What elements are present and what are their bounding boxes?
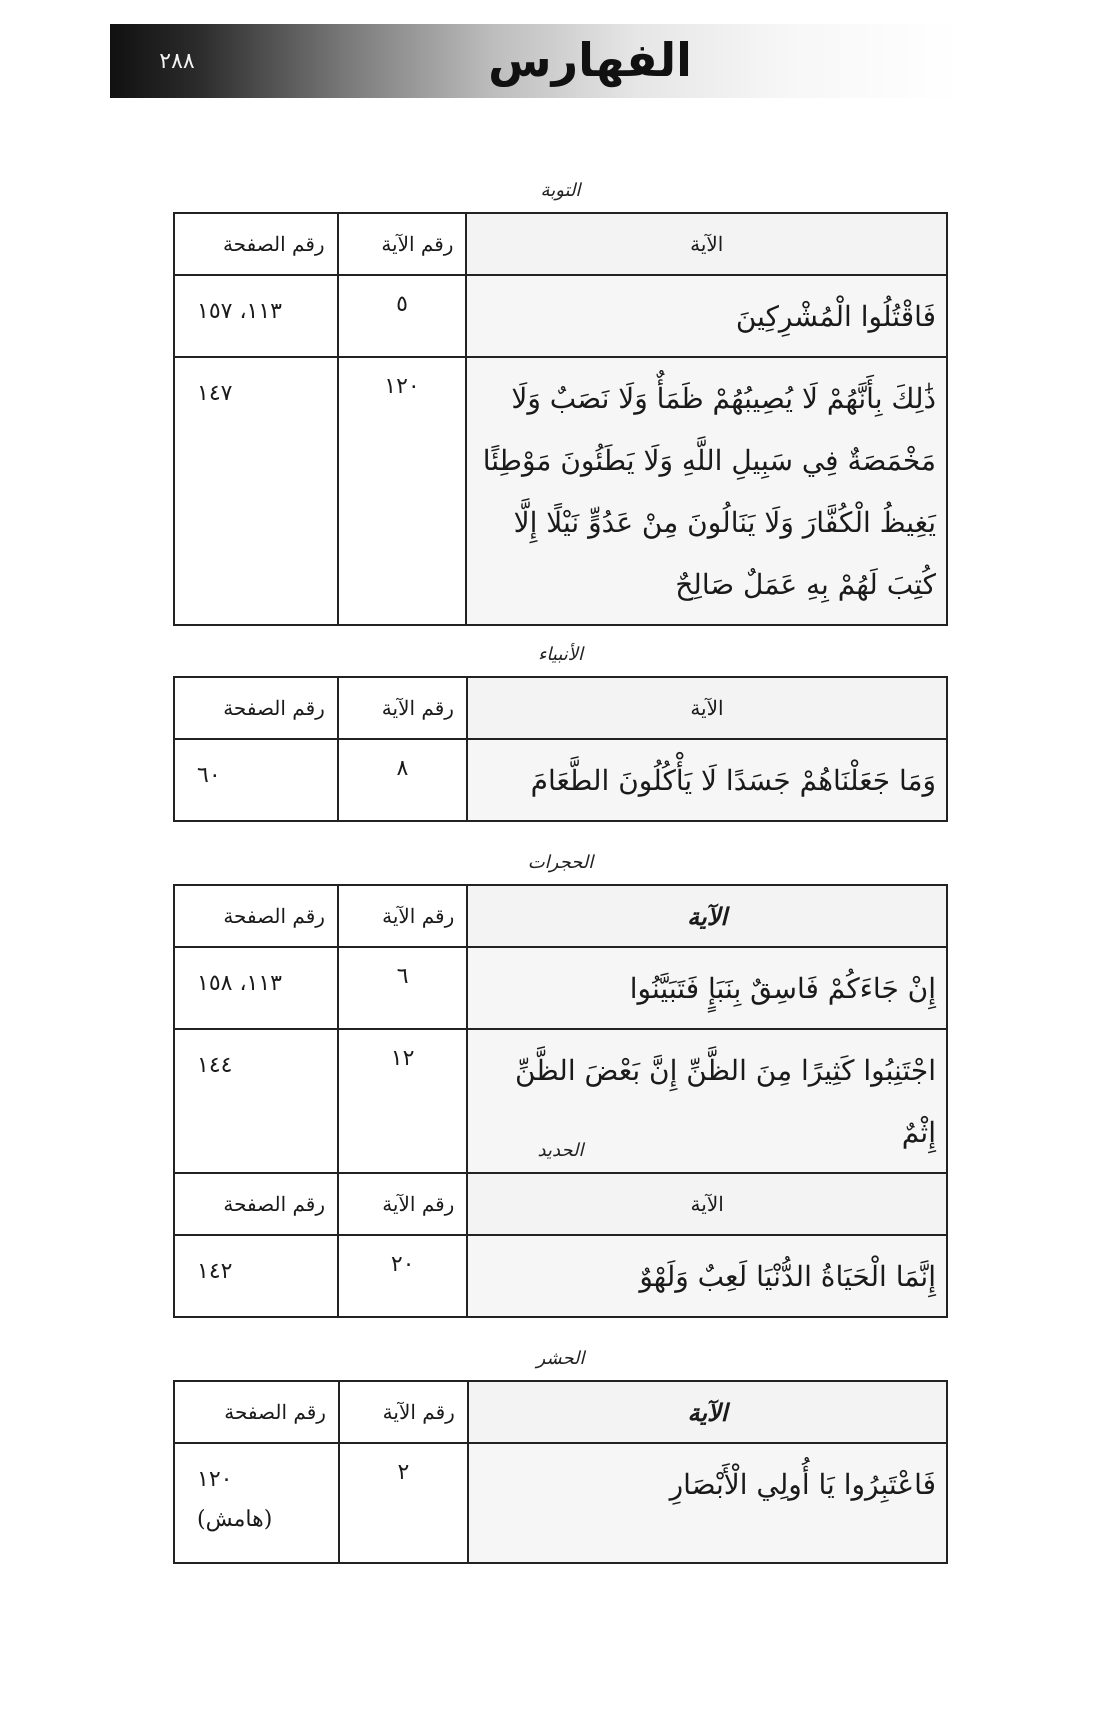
page-refs: ١٤٢	[174, 1235, 338, 1317]
verse-number: ٦	[338, 947, 467, 1029]
column-header-verse: الآية	[467, 677, 947, 739]
verse-text: إِنَّمَا الْحَيَاةُ الدُّنْيَا لَعِبٌ وَلَهْوٌ	[467, 1235, 947, 1317]
verse-number: ٢٠	[338, 1235, 467, 1317]
surah-title-hadid: الحديد	[537, 1140, 584, 1161]
table-header-row	[174, 677, 947, 739]
index-table-tawbah	[173, 212, 948, 626]
verse-text: اجْتَنِبُوا كَثِيرًا مِنَ الظَّنِّ إِنَّ بَعْضَ الظَّنِّ إِثْمٌ	[467, 1029, 947, 1173]
column-header-verse: الآية	[467, 1173, 947, 1235]
surah-title-tawbah: التوبة	[540, 180, 581, 201]
column-header-verse: الآية	[466, 213, 947, 275]
table-row	[174, 739, 947, 821]
table-header-row	[174, 1173, 947, 1235]
column-header-verse-number: رقم الآية	[338, 213, 467, 275]
page-refs: ١٤٧	[174, 357, 338, 625]
verse-number: ١٢	[338, 1029, 467, 1173]
index-table-hashr	[173, 1380, 948, 1564]
verse-text: إِنْ جَاءَكُمْ فَاسِقٌ بِنَبَإٍ فَتَبَيَّنُوا	[467, 947, 947, 1029]
page-refs: ١١٣، ١٥٨	[174, 947, 338, 1029]
index-table-hadid	[173, 1172, 948, 1318]
table-header-row	[174, 1381, 947, 1443]
index-table-hujurat	[173, 884, 948, 1174]
verse-number: ٥	[338, 275, 467, 357]
surah-title-hashr: الحشر	[536, 1348, 585, 1369]
verse-number: ٢	[339, 1443, 468, 1563]
page-refs: ١١٣، ١٥٧	[174, 275, 338, 357]
running-title: الفهارس	[488, 33, 692, 87]
table-header-row	[174, 885, 947, 947]
verse-text: فَاقْتُلُوا الْمُشْرِكِينَ	[466, 275, 947, 357]
column-header-verse-number: رقم الآية	[339, 1381, 468, 1443]
page-refs-cell	[174, 1443, 339, 1563]
column-header-verse-number: رقم الآية	[338, 1173, 467, 1235]
column-header-verse: الآية	[467, 885, 947, 947]
verse-text: وَمَا جَعَلْنَاهُمْ جَسَدًا لَا يَأْكُلُونَ الطَّعَامَ	[467, 739, 947, 821]
page-refs: ٦٠	[174, 739, 338, 821]
column-header-verse: الآية	[468, 1381, 947, 1443]
index-table-anbiya	[173, 676, 948, 822]
footnote-label: (هامش)	[197, 1507, 273, 1532]
page-number: ٢٨٨	[159, 49, 195, 74]
table-row	[174, 357, 947, 625]
column-header-page-number: رقم الصفحة	[174, 213, 338, 275]
column-header-verse-number: رقم الآية	[338, 677, 467, 739]
column-header-page-number: رقم الصفحة	[174, 1381, 339, 1443]
surah-title-anbiya: الأنبياء	[537, 644, 584, 665]
column-header-page-number: رقم الصفحة	[174, 885, 338, 947]
column-header-verse-number: رقم الآية	[338, 885, 467, 947]
verse-number: ١٢٠	[338, 357, 467, 625]
page-refs: ١٤٤	[174, 1029, 338, 1173]
table-row	[174, 1235, 947, 1317]
surah-title-hujurat: الحجرات	[527, 852, 594, 873]
table-row	[174, 275, 947, 357]
table-header-row	[174, 213, 947, 275]
column-header-page-number: رقم الصفحة	[174, 1173, 338, 1235]
table-row	[174, 947, 947, 1029]
column-header-page-number: رقم الصفحة	[174, 677, 338, 739]
verse-text: ذَٰلِكَ بِأَنَّهُمْ لَا يُصِيبُهُمْ ظَمَأٌ وَلَا نَصَبٌ وَلَا مَخْمَصَةٌ فِي سَبِيلِ اللَّهِ وَلَا يَطَئُونَ مَوْطِئًا يَغِيظُ الْكُفَّارَ وَلَا يَنَالُونَ مِنْ عَدُوٍّ نَيْلًا إِلَّا كُتِبَ لَهُمْ بِهِ عَمَلٌ صَالِحٌ	[466, 357, 947, 625]
table-row	[174, 1443, 947, 1563]
verse-text: فَاعْتَبِرُوا يَا أُولِي الْأَبْصَارِ	[468, 1443, 947, 1563]
verse-number: ٨	[338, 739, 467, 821]
page-refs: ١٢٠	[197, 1467, 233, 1492]
